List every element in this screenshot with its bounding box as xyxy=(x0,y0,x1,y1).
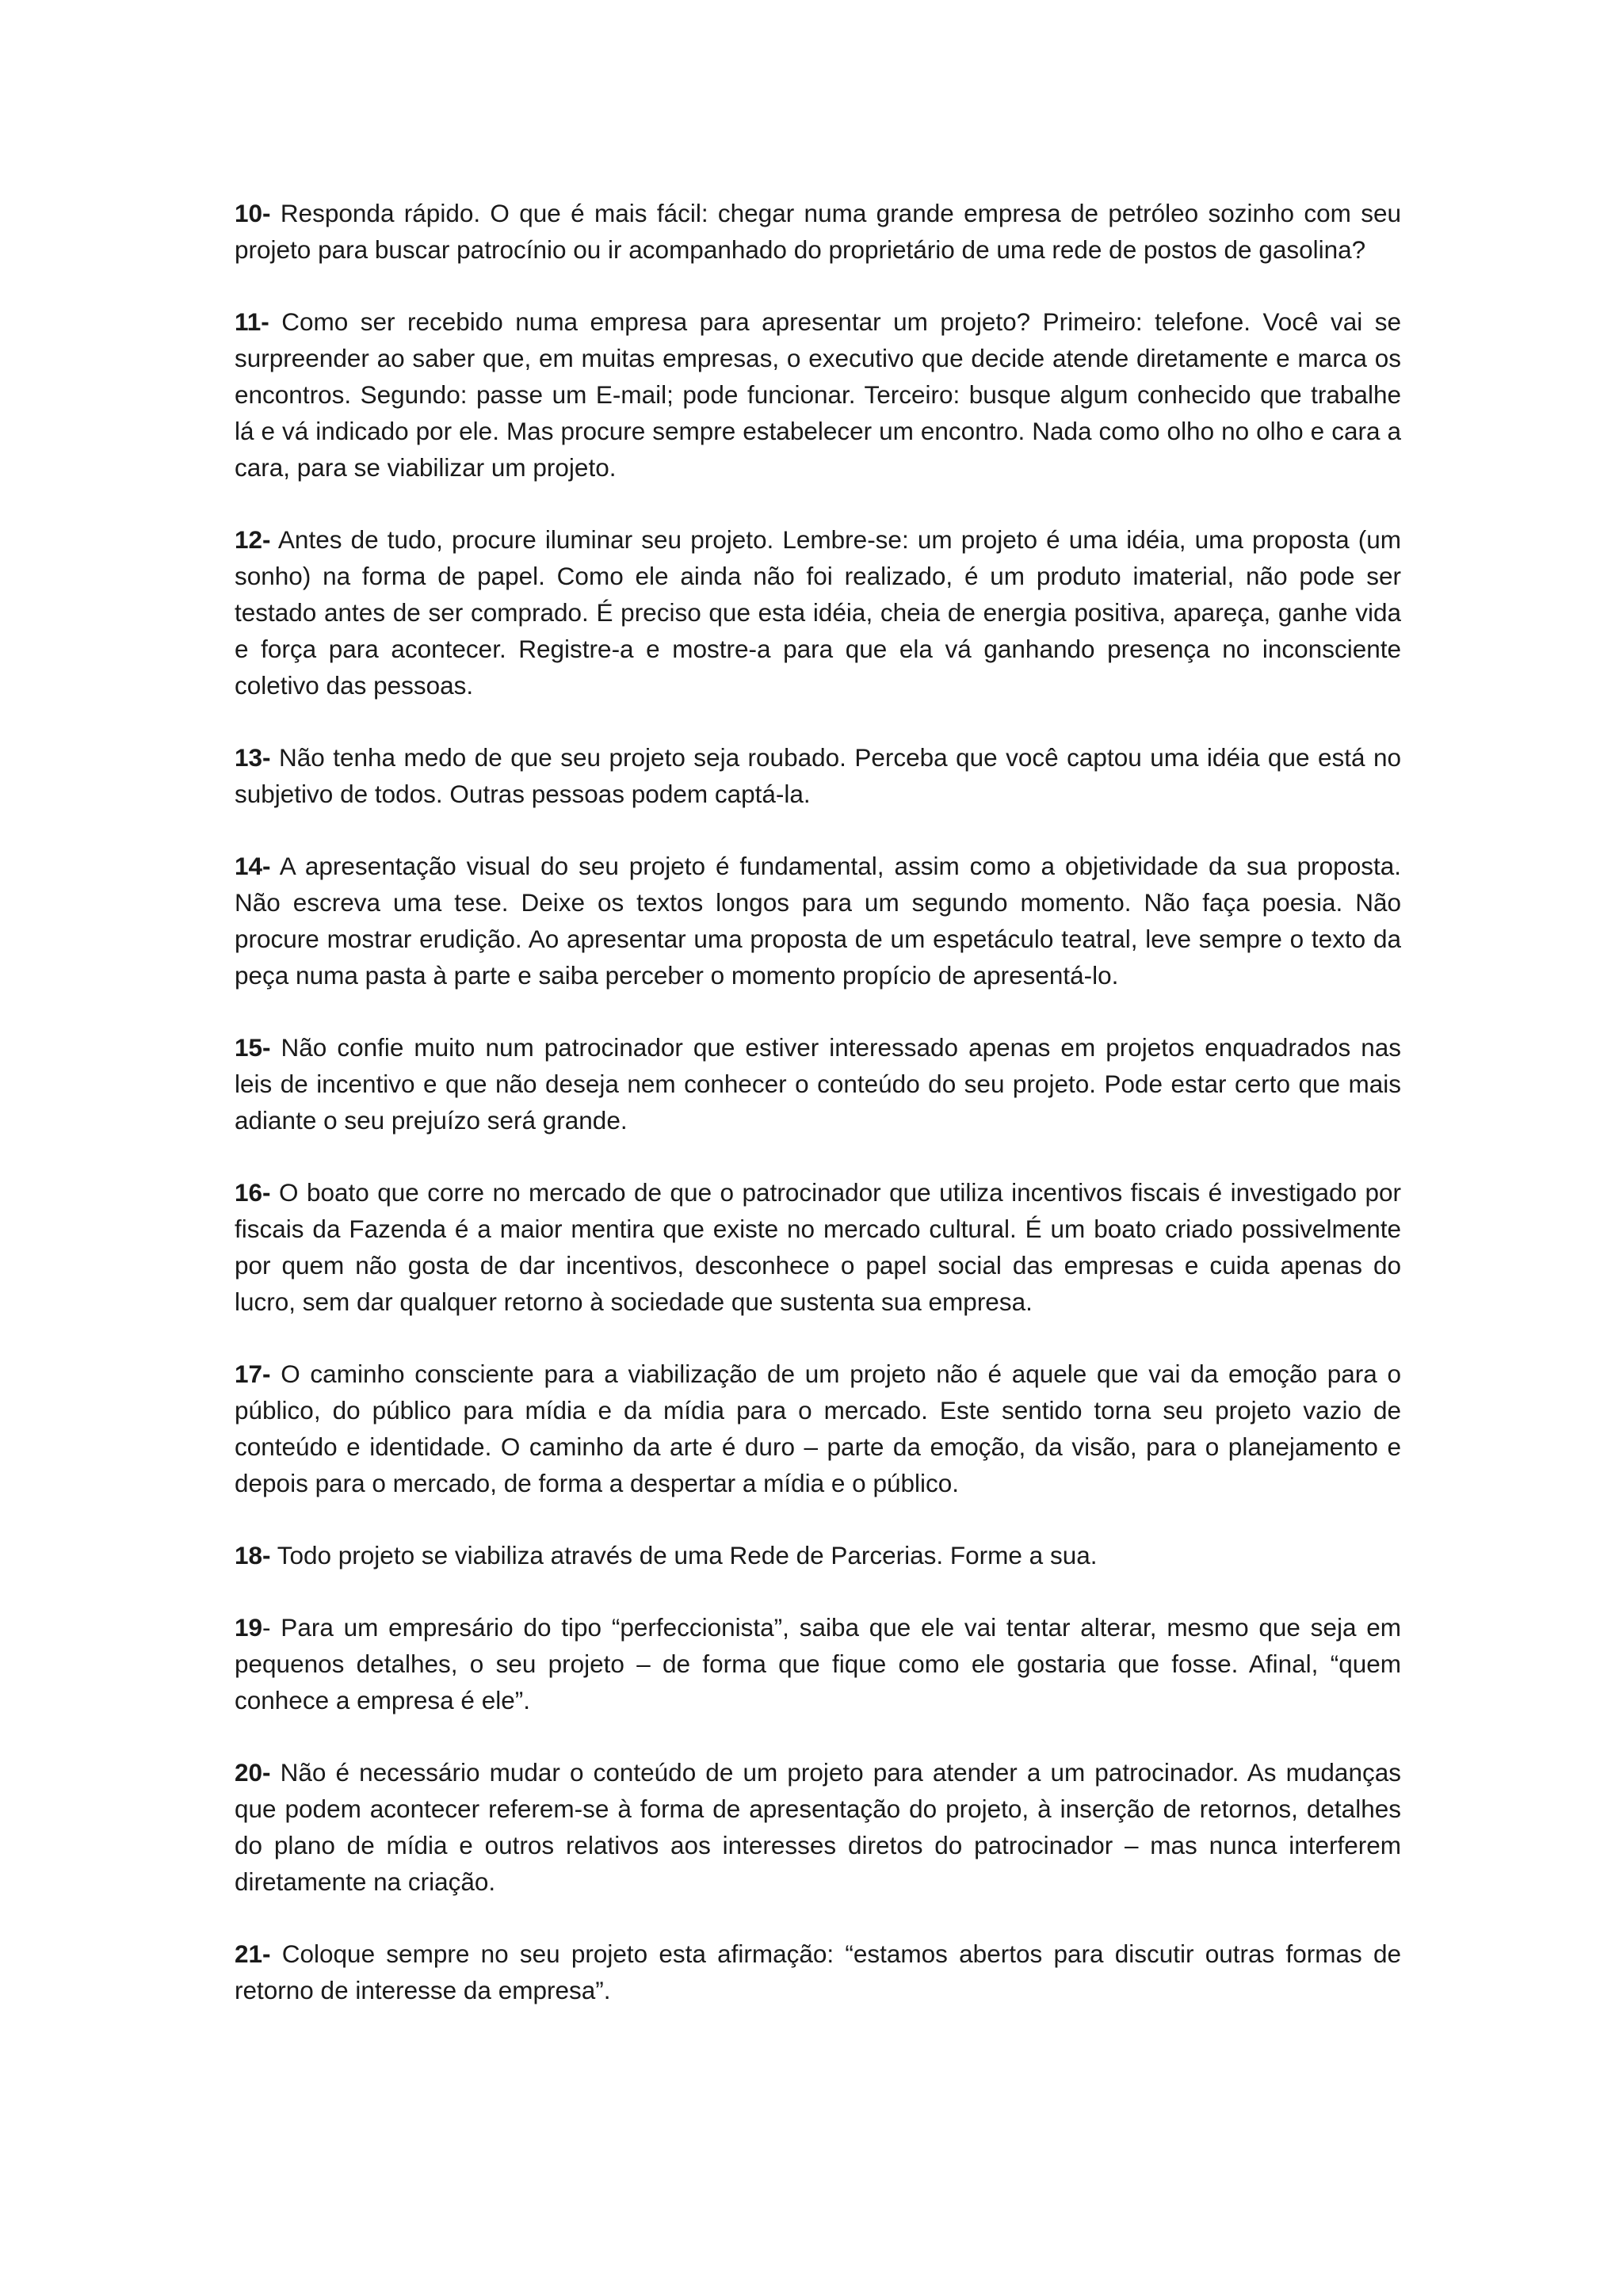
item-number: 11- xyxy=(235,307,269,336)
item-number: 17- xyxy=(235,1360,271,1388)
item-text: A apresentação visual do seu projeto é fundamental, assim como a objetividade da sua proposta. Não escreva uma tese. Deixe os textos longos para um segundo momento. Não faça poesia. Não procure mostrar erudição. Ao apresentar uma proposta de um espetáculo teatral, leve sempre o texto da peça numa pasta à parte e saiba perceber o momento propício de apresentá-lo. xyxy=(235,852,1401,990)
item-text: Antes de tudo, procure iluminar seu projeto. Lembre-se: um projeto é uma idéia, uma proposta (um sonho) na forma de papel. Como ele ainda não foi realizado, é um produto imaterial, não pode ser testado antes de ser comprado. É preciso que esta idéia, cheia de energia positiva, apareça, ganhe vida e força para acontecer. Registre-a e mostre-a para que ela vá ganhando presença no inconsciente coletivo das pessoas. xyxy=(235,525,1401,700)
item-text: O boato que corre no mercado de que o patrocinador que utiliza incentivos fiscais é investigado por fiscais da Fazenda é a maior mentira que existe no mercado cultural. É um boato criado possivelmente por quem não gosta de dar incentivos, desconhece o papel social das empresas e cuida apenas do lucro, sem dar qualquer retorno à sociedade que sustenta sua empresa. xyxy=(235,1178,1401,1316)
item-text: Responda rápido. O que é mais fácil: chegar numa grande empresa de petróleo sozinho com seu projeto para buscar patrocínio ou ir acompanhado do proprietário de uma rede de postos de gasolina? xyxy=(235,199,1401,264)
item-number: 14- xyxy=(235,852,271,880)
item-text: Como ser recebido numa empresa para apresentar um projeto? Primeiro: telefone. Você vai se surpreender ao saber que, em muitas empresas, o executivo que decide atende diretamente e marca os encontros. Segundo: passe um E-mail; pode funcionar. Terceiro: busque algum conhecido que trabalhe lá e vá indicado por ele. Mas procure sempre estabelecer um encontro. Nada como olho no olho e cara a cara, para se viabilizar um projeto. xyxy=(235,307,1401,482)
paragraph-17 xyxy=(235,1356,1401,1501)
item-number: 20- xyxy=(235,1758,271,1787)
item-number: 15- xyxy=(235,1033,271,1062)
paragraph-16 xyxy=(235,1174,1401,1320)
paragraph-14 xyxy=(235,848,1401,994)
paragraph-12 xyxy=(235,521,1401,704)
item-number: 21- xyxy=(235,1939,271,1968)
item-text: Não é necessário mudar o conteúdo de um projeto para atender a um patrocinador. As mudanças que podem acontecer referem-se à forma de apresentação do projeto, à inserção de retornos, detalhes do plano de mídia e outros relativos aos interesses diretos do patrocinador – mas nunca interferem diretamente na criação. xyxy=(235,1758,1401,1896)
paragraph-20 xyxy=(235,1754,1401,1900)
item-text: Coloque sempre no seu projeto esta afirmação: “estamos abertos para discutir outras formas de retorno de interesse da empresa”. xyxy=(235,1939,1401,2004)
paragraph-18 xyxy=(235,1537,1401,1573)
item-text: Não confie muito num patrocinador que estiver interessado apenas em projetos enquadrados nas leis de incentivo e que não deseja nem conhecer o conteúdo do seu projeto. Pode estar certo que mais adiante o seu prejuízo será grande. xyxy=(235,1033,1401,1135)
item-text: Não tenha medo de que seu projeto seja roubado. Perceba que você captou uma idéia que está no subjetivo de todos. Outras pessoas podem captá-la. xyxy=(235,743,1401,808)
item-number: 13- xyxy=(235,743,271,772)
paragraph-19 xyxy=(235,1609,1401,1718)
paragraph-21 xyxy=(235,1936,1401,2008)
paragraph-11 xyxy=(235,303,1401,486)
item-number: 19 xyxy=(235,1613,263,1642)
item-text: O caminho consciente para a viabilização de um projeto não é aquele que vai da emoção para o público, do público para mídia e da mídia para o mercado. Este sentido torna seu projeto vazio de conteúdo e identidade. O caminho da arte é duro – parte da emoção, da visão, para o planejamento e depois para o mercado, de forma a despertar a mídia e o público. xyxy=(235,1360,1401,1497)
item-number: 10- xyxy=(235,199,271,227)
item-number: 16- xyxy=(235,1178,271,1207)
document-body xyxy=(235,195,1401,2044)
item-text: - Para um empresário do tipo “perfeccionista”, saiba que ele vai tentar alterar, mesmo que seja em pequenos detalhes, o seu projeto – de forma que fique como ele gostaria que fosse. Afinal, “quem conhece a empresa é ele”. xyxy=(235,1613,1401,1714)
item-number: 12- xyxy=(235,525,271,554)
item-text: Todo projeto se viabiliza através de uma Rede de Parcerias. Forme a sua. xyxy=(270,1541,1098,1569)
paragraph-15 xyxy=(235,1029,1401,1138)
paragraph-10 xyxy=(235,195,1401,268)
item-number: 18- xyxy=(235,1541,271,1569)
paragraph-13 xyxy=(235,739,1401,812)
